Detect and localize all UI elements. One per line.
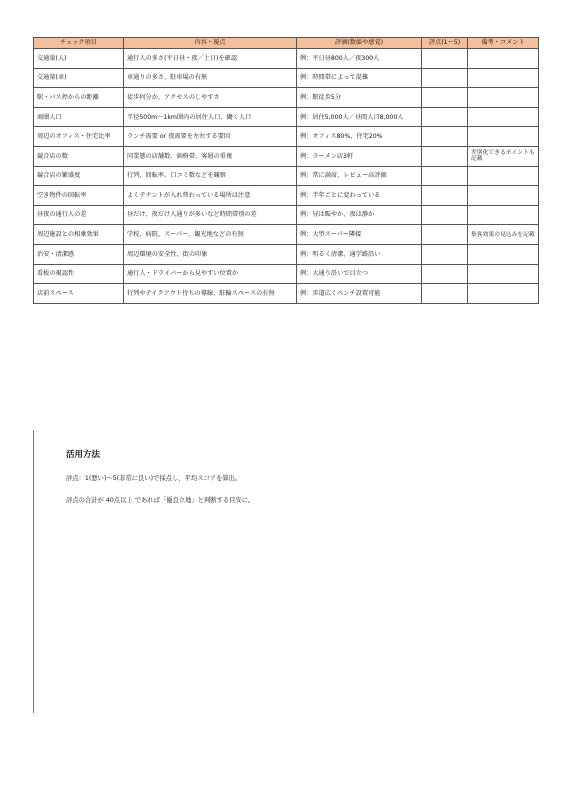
location-checklist-table [33, 37, 539, 304]
cell-score [422, 88, 468, 108]
cell-content: 通行人の多さ(平日昼・夜／土日)を確認 [124, 49, 297, 69]
cell-content: 車通りの多さ、駐車場の有無 [124, 68, 297, 88]
usage-line-threshold: 評点の合計が 40点以上 であれば「優良立地」と判断する目安に。 [66, 497, 255, 504]
cell-check-item: 昼夜の通行人の差 [34, 205, 124, 225]
usage-line-scoring: 評点：1(悪い)〜5(非常に良い)で採点し、平均スコアを算出。 [66, 475, 242, 482]
table-row [34, 107, 539, 127]
cell-evaluation: 例：常に満席、レビュー高評価 [297, 166, 422, 186]
cell-content: ランチ需要 or 夜需要を左右する要因 [124, 127, 297, 147]
cell-content: 行列、回転率、口コミ数などを観察 [124, 166, 297, 186]
cell-score [422, 284, 468, 304]
cell-check-item: 周辺のオフィス・住宅比率 [34, 127, 124, 147]
cell-evaluation: 例：ラーメン店3軒 [297, 146, 422, 166]
cell-check-item: 治安・清潔感 [34, 244, 124, 264]
cell-content: 周辺環境の安全性、街の印象 [124, 244, 297, 264]
cell-score [422, 68, 468, 88]
table-row [34, 284, 539, 304]
usage-section [66, 448, 526, 517]
cell-check-item: 駅・バス停からの距離 [34, 88, 124, 108]
cell-evaluation: 例：昼は賑やか、夜は静か [297, 205, 422, 225]
cell-notes [468, 186, 539, 206]
cell-score [422, 244, 468, 264]
cell-score [422, 166, 468, 186]
column-header-content: 内容・視点 [124, 38, 297, 49]
cell-evaluation: 例：駅徒歩5分 [297, 88, 422, 108]
column-header-notes: 備考・コメント [468, 38, 539, 49]
cell-score [422, 264, 468, 284]
cell-score [422, 205, 468, 225]
cell-evaluation: 例：平日昼800人／夜300人 [297, 49, 422, 69]
table-body [34, 49, 539, 304]
cell-check-item: 看板の視認性 [34, 264, 124, 284]
cell-notes [468, 68, 539, 88]
table-row [34, 49, 539, 69]
cell-content: 昼だけ、夜だけ人通りが多いなど時間帯別の差 [124, 205, 297, 225]
cell-content: 学校、病院、スーパー、観光地などの有無 [124, 225, 297, 245]
cell-notes [468, 107, 539, 127]
cell-score [422, 186, 468, 206]
column-header-check-item: チェック項目 [34, 38, 124, 49]
cell-check-item: 競合店の数 [34, 146, 124, 166]
usage-title: 活用方法 [66, 450, 101, 460]
column-header-score: 評点(1〜5) [422, 38, 468, 49]
table-row [34, 205, 539, 225]
cell-score [422, 127, 468, 147]
cell-score [422, 225, 468, 245]
cell-check-item: 交通量(車) [34, 68, 124, 88]
cell-evaluation: 例：オフィス80%、住宅20% [297, 127, 422, 147]
cell-notes [468, 88, 539, 108]
table-row [34, 166, 539, 186]
cell-notes [468, 284, 539, 304]
cell-notes [468, 244, 539, 264]
table-row [34, 225, 539, 245]
cell-check-item: 空き物件の回転率 [34, 186, 124, 206]
cell-notes [468, 127, 539, 147]
cell-score [422, 107, 468, 127]
table-row [34, 146, 539, 166]
cell-evaluation: 例：明るく清潔、通学路沿い [297, 244, 422, 264]
table-row [34, 244, 539, 264]
cell-check-item: 商圏人口 [34, 107, 124, 127]
cell-content: 半径500m〜1km圏内の居住人口、働く人口 [124, 107, 297, 127]
cell-evaluation: 例：半年ごとに変わっている [297, 186, 422, 206]
cell-content: よくテナントが入れ替わっている場所は注意 [124, 186, 297, 206]
cell-check-item: 店前スペース [34, 284, 124, 304]
cell-score [422, 49, 468, 69]
cell-notes [468, 166, 539, 186]
cell-content: 行列やテイクアウト待ちの導線、駐輪スペースの有無 [124, 284, 297, 304]
cell-content: 徒歩何分か、アクセスのしやすさ [124, 88, 297, 108]
cell-notes: 差別化できるポイントも記載 [468, 146, 539, 166]
table-row [34, 127, 539, 147]
cell-check-item: 交通量(人) [34, 49, 124, 69]
table-row [34, 68, 539, 88]
cell-content: 通行人・ドライバーから見やすい位置か [124, 264, 297, 284]
table-row [34, 88, 539, 108]
section-divider-line [33, 430, 34, 713]
table-row [34, 186, 539, 206]
cell-notes [468, 205, 539, 225]
cell-score [422, 146, 468, 166]
cell-evaluation: 例：大型スーパー隣接 [297, 225, 422, 245]
cell-evaluation: 例：歩道広くベンチ設置可能 [297, 284, 422, 304]
cell-notes [468, 264, 539, 284]
cell-check-item: 競合店の繁盛度 [34, 166, 124, 186]
cell-check-item: 周辺施設との相乗効果 [34, 225, 124, 245]
column-header-evaluation: 評価(数値や感覚) [297, 38, 422, 49]
cell-notes [468, 49, 539, 69]
table-row [34, 264, 539, 284]
cell-notes: 集客効果の見込みを記載 [468, 225, 539, 245]
cell-content: 同業態の店舗数、価格帯、客層の重複 [124, 146, 297, 166]
table-header-row [34, 38, 539, 49]
cell-evaluation: 例：居住5,000人／昼間人口8,000人 [297, 107, 422, 127]
cell-evaluation: 例：大通り沿いで目立つ [297, 264, 422, 284]
cell-evaluation: 例：時間帯によって混雑 [297, 68, 422, 88]
